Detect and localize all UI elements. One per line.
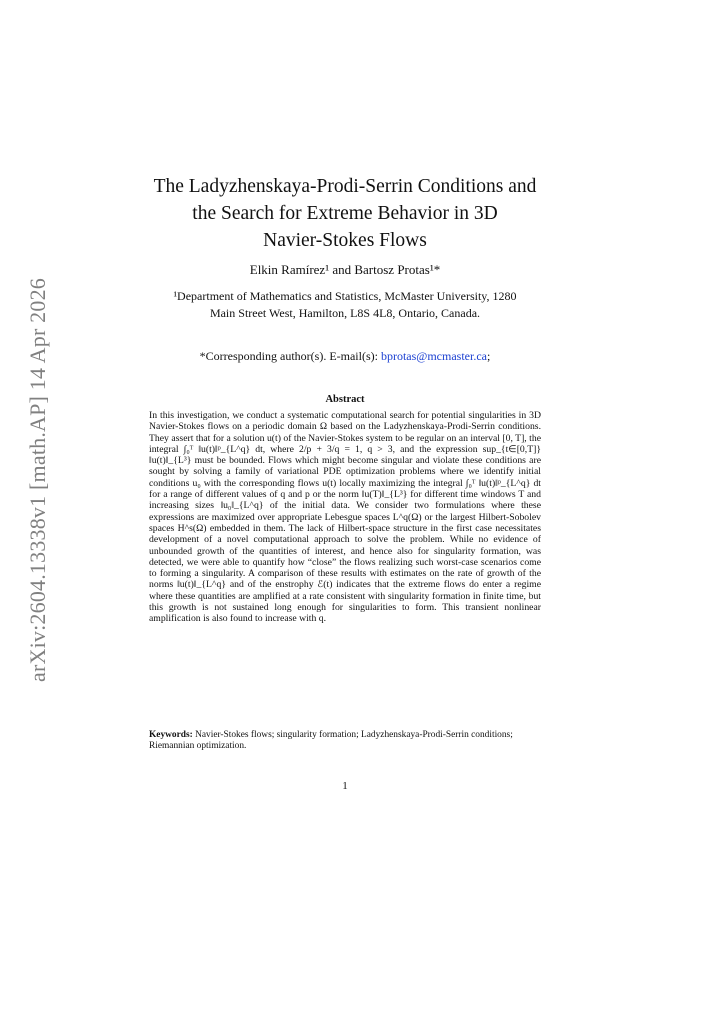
keywords-label: Keywords: xyxy=(149,730,193,740)
keywords xyxy=(149,730,541,753)
affiliation-line-2: Main Street West, Hamilton, L8S 4L8, Ontario, Canada. xyxy=(209,305,481,320)
page-number: 1 xyxy=(342,780,348,792)
email-link[interactable]: bprotas@mcmaster.ca xyxy=(380,349,487,363)
affiliation-line-1: ¹Department of Mathematics and Statistics, McMaster University, 1280 xyxy=(173,289,517,303)
corresponding-prefix: *Corresponding author(s). E-mail(s): xyxy=(199,349,381,363)
keywords-text: Navier-Stokes flows; singularity formation; Ladyzhenskaya-Prodi-Serrin conditions; Riemannian optimization. xyxy=(149,730,513,752)
corresponding-author xyxy=(120,349,570,364)
abstract-heading: Abstract xyxy=(325,394,365,405)
paper-title xyxy=(120,173,570,254)
corresponding-suffix: ; xyxy=(486,349,491,363)
arxiv-identifier-stamp: arXiv:2604.13338v1 [math.AP] 14 Apr 2026 xyxy=(25,278,50,682)
title-line-3: Navier-Stokes Flows xyxy=(263,230,427,252)
affiliation xyxy=(120,288,570,321)
abstract-text: In this investigation, we conduct a systematic computational search for potential singularities in 3D Navier-Stokes flows on a periodic domain Ω based on the Ladyzhenskaya-Prodi-Serrin conditions. They assert that for a solution u(t) of the Navier-Stokes system to be regular on an interval [0, T], the integral ∫₀ᵀ ‖u(t)‖ᵖ_{L^q} dt, where 2/p + 3/q = 1, q > 3, and the expression sup_{t∈[0,T]} ‖u(t)‖_{L³} must be bounded. Flows which might become singular and violate these conditions are sought by solving a family of variational PDE optimization problems where we identify initial conditions u₀ with the corresponding flows u(t) locally maximizing the integral ∫₀ᵀ ‖u(t)‖ᵖ_{L^q} dt for a range of different values of q and p or the norm ‖u(T)‖_{L³} for different time windows T and increasing sizes ‖u₀‖_{L^q} of the initial data. We consider two formulations where these expressions are maximized over appropriate Lebesgue spaces L^q(Ω) or the largest Hilbert-Sobolev spaces H^s(Ω) embedded in them. The lack of Hilbert-space structure in the first case necessitates development of a novel computational approach to solve the problem. While no evidence of unbounded growth of the quantities of interest, and hence also for singularity formation, was detected, we were able to quantify how “close” the flows realizing such worst-case scenarios come to forming a singularity. A comparison of these results with estimates on the rate of growth of the norms ‖u(t)‖_{L^q} and of the enstrophy ℰ(t) indicates that the extreme flows do enter a regime where these quantities are amplified at a rate consistent with singularity formation in finite time, but this growth is not sustained long enough for singularities to form. This transient nonlinear amplification is also found to increase with q. xyxy=(149,410,541,625)
title-line-1: The Ladyzhenskaya-Prodi-Serrin Conditions and xyxy=(153,176,537,198)
author-list: Elkin Ramírez¹ and Bartosz Protas¹* xyxy=(249,262,441,277)
title-line-2: the Search for Extreme Behavior in 3D xyxy=(192,203,498,225)
